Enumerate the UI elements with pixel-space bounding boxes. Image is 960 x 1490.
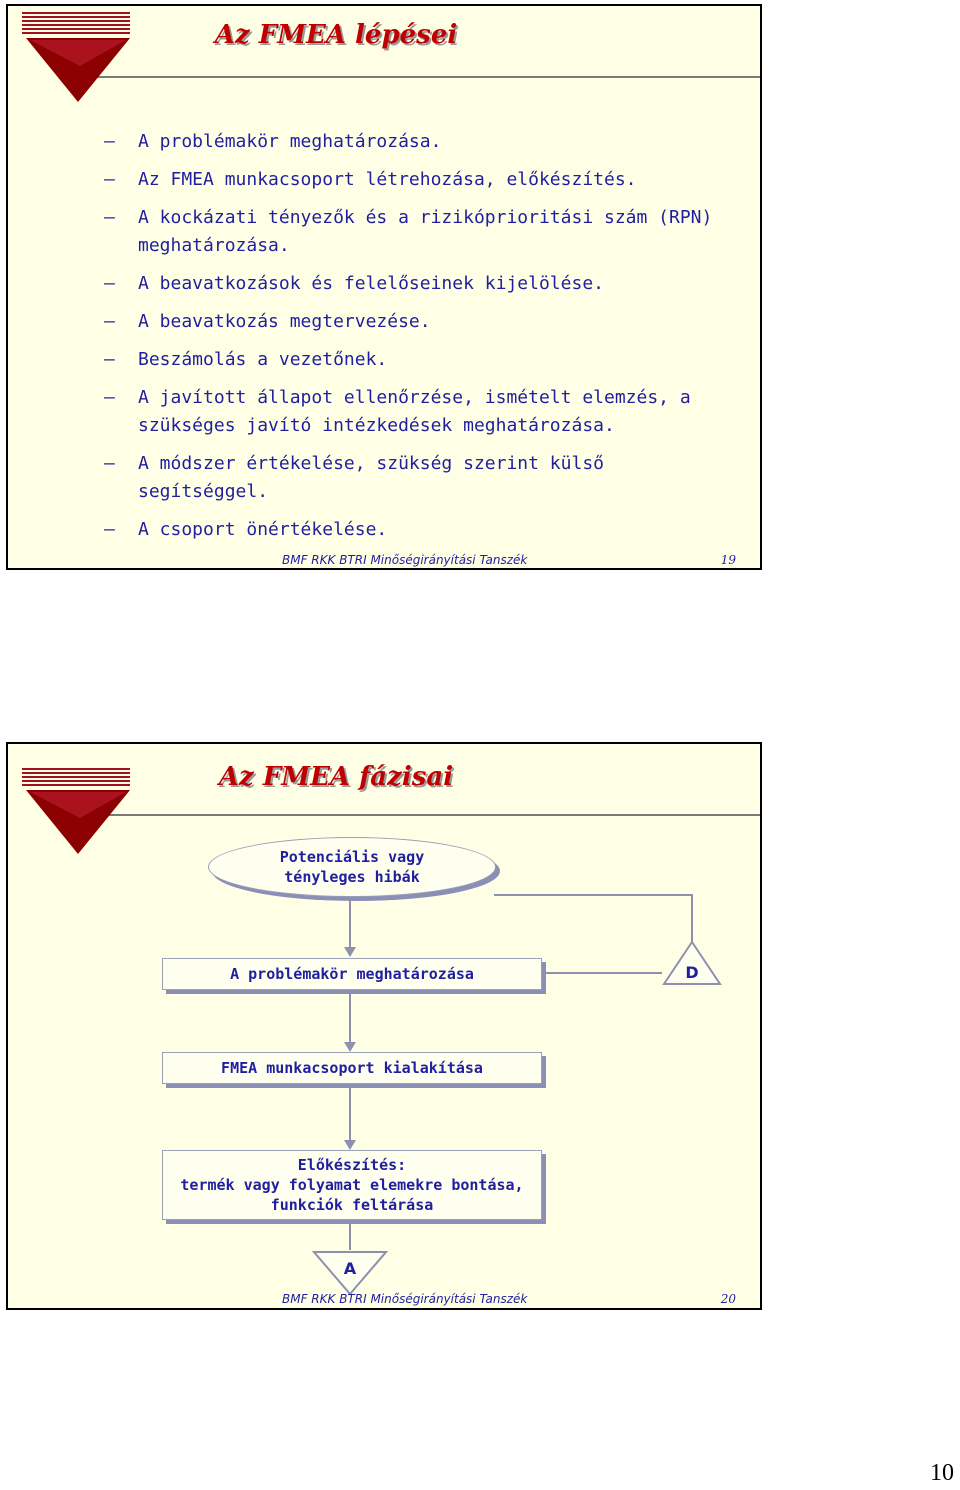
list-item: – Az FMEA munkacsoport létrehozása, előkészítés. bbox=[104, 166, 744, 194]
page-number: 10 bbox=[930, 1460, 954, 1486]
marker-d-icon bbox=[662, 940, 722, 986]
connector-line bbox=[349, 1222, 351, 1250]
footer-text: BMF RKK BTRI Minőségirányítási Tanszék bbox=[282, 1292, 528, 1306]
slide-number: 20 bbox=[720, 1292, 736, 1306]
steps-list bbox=[104, 128, 744, 554]
list-item: – A beavatkozások és felelőseinek kijelölése. bbox=[104, 270, 744, 298]
flow-box-munkacsoport: FMEA munkacsoport kialakítása bbox=[162, 1052, 542, 1084]
flow-arrow bbox=[349, 1086, 351, 1148]
connector-line bbox=[542, 972, 662, 974]
list-item: – Beszámolás a vezetőnek. bbox=[104, 346, 744, 374]
list-item: – A problémakör meghatározása. bbox=[104, 128, 744, 156]
marker-a-label: A bbox=[343, 1259, 357, 1278]
flow-box-elokeszites: Előkészítés: termék vagy folyamat elemekre bontása, funkciók feltárása bbox=[162, 1150, 542, 1220]
flow-arrow bbox=[349, 897, 351, 955]
flow-arrow bbox=[349, 992, 351, 1050]
list-item: – A beavatkozás megtervezése. bbox=[104, 308, 744, 336]
slide-lepesei bbox=[6, 4, 762, 570]
slide-title: Az FMEA fázisai bbox=[218, 762, 454, 792]
connector-line bbox=[349, 900, 351, 902]
list-item: – A javított állapot ellenőrzése, ismételt elemzés, a szükséges javító intézkedések meghatározása. bbox=[104, 384, 744, 440]
connector-line bbox=[494, 894, 693, 896]
flow-ellipse-hibak: Potenciális vagy tényleges hibák bbox=[208, 837, 496, 897]
list-item: – A módszer értékelése, szükség szerint külső segítséggel. bbox=[104, 450, 744, 506]
flow-box-problemakor: A problémakör meghatározása bbox=[162, 958, 542, 990]
list-item: – A kockázati tényezők és a rizikóprioritási szám (RPN) meghatározása. bbox=[104, 204, 744, 260]
connector-line bbox=[691, 894, 693, 942]
list-item: – A csoport önértékelése. bbox=[104, 516, 744, 544]
marker-a-icon bbox=[312, 1250, 388, 1296]
footer-text: BMF RKK BTRI Minőségirányítási Tanszék bbox=[282, 553, 528, 567]
slide-title: Az FMEA lépései bbox=[214, 20, 458, 50]
marker-d-label: D bbox=[685, 963, 699, 982]
slide-fazisai bbox=[6, 742, 762, 1310]
slide-number: 19 bbox=[720, 553, 736, 567]
